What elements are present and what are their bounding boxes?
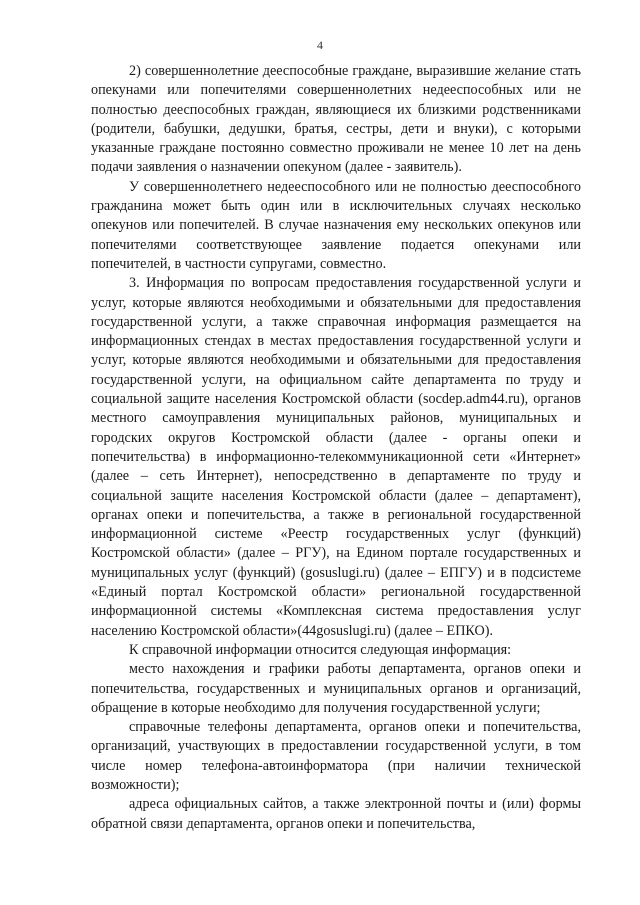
document-body (91, 62, 581, 834)
paragraph-multiple-guardians: У совершеннолетнего недееспособного или не полностью дееспособного гражданина может быть один или в исключительных случаях несколько опекунов или попечителей. В случае назначения ему нескольких опекунов или попечителями соответствующее заявление подается опекунами или попечителей, в частности супругами, совместно. (91, 178, 581, 272)
paragraph-locations-schedules: место нахождения и графики работы департамента, органов опеки и попечительства, государственных и муниципальных органов и организаций, обращение в которые необходимо для получения государственной услуги; (91, 661, 581, 716)
paragraph-phone-numbers: справочные телефоны департамента, органов опеки и попечительства, организаций, участвующих в предоставлении государственной услуги, в том числе номер телефона-автоинформатора (при наличии технической возможности); (91, 719, 581, 793)
paragraph-websites-email: адреса официальных сайтов, а также электронной почты и (или) формы обратной связи департамента, органов опеки и попечительства, (91, 796, 581, 832)
page-number: 4 (317, 38, 323, 52)
paragraph-reference-info-intro: К справочной информации относится следующая информация: (129, 641, 512, 658)
paragraph-applicants-relatives: 2) совершеннолетние дееспособные граждане, выразившие желание стать опекунами или попечителями совершеннолетних недееспособных или не полностью дееспособных граждан, являющиеся их близкими родственниками (родители, бабушки, дедушки, братья, сестры, дети и внуки), с которыми указанные граждане постоянно совместно проживали не менее 10 лет на день подачи заявления о назначении опекуном (далее - заявитель). (91, 63, 581, 176)
paragraph-information-placement: 3. Информация по вопросам предоставления государственной услуги и услуг, которые являются необходимыми и обязательными для предоставления государственной услуги, а также справочная информация размещается на информационных стендах в местах предоставления государственной услуги и услуг, которые являются необходимыми и обязательными для предоставления государственной услуги, на официальном сайте департамента по труду и социальной защите населения Костромской области (socdep.adm44.ru), органов местного самоуправления муниципальных районов, муниципальных и городских округов Костромской области (далее - органы опеки и попечительства) в информационно-телекоммуникационной сети «Интернет» (далее – сеть Интернет), непосредственно в департаменте по труду и социальной защите населения Костромской области (далее – департамент), органах опеки и попечительства, а также в региональной государственной информационной системе «Реестр государственных услуг (функций) Костромской области» (далее – РГУ), на Едином портале государственных и муниципальных услуг (функций) (gosuslugi.ru) (далее – ЕПГУ) и в подсистеме «Единый портал Костромской области» региональной государственной информационной системы «Комплексная система предоставления услуг населению Костромской области»(44gosuslugi.ru) (далее – ЕПКО). (91, 275, 581, 639)
